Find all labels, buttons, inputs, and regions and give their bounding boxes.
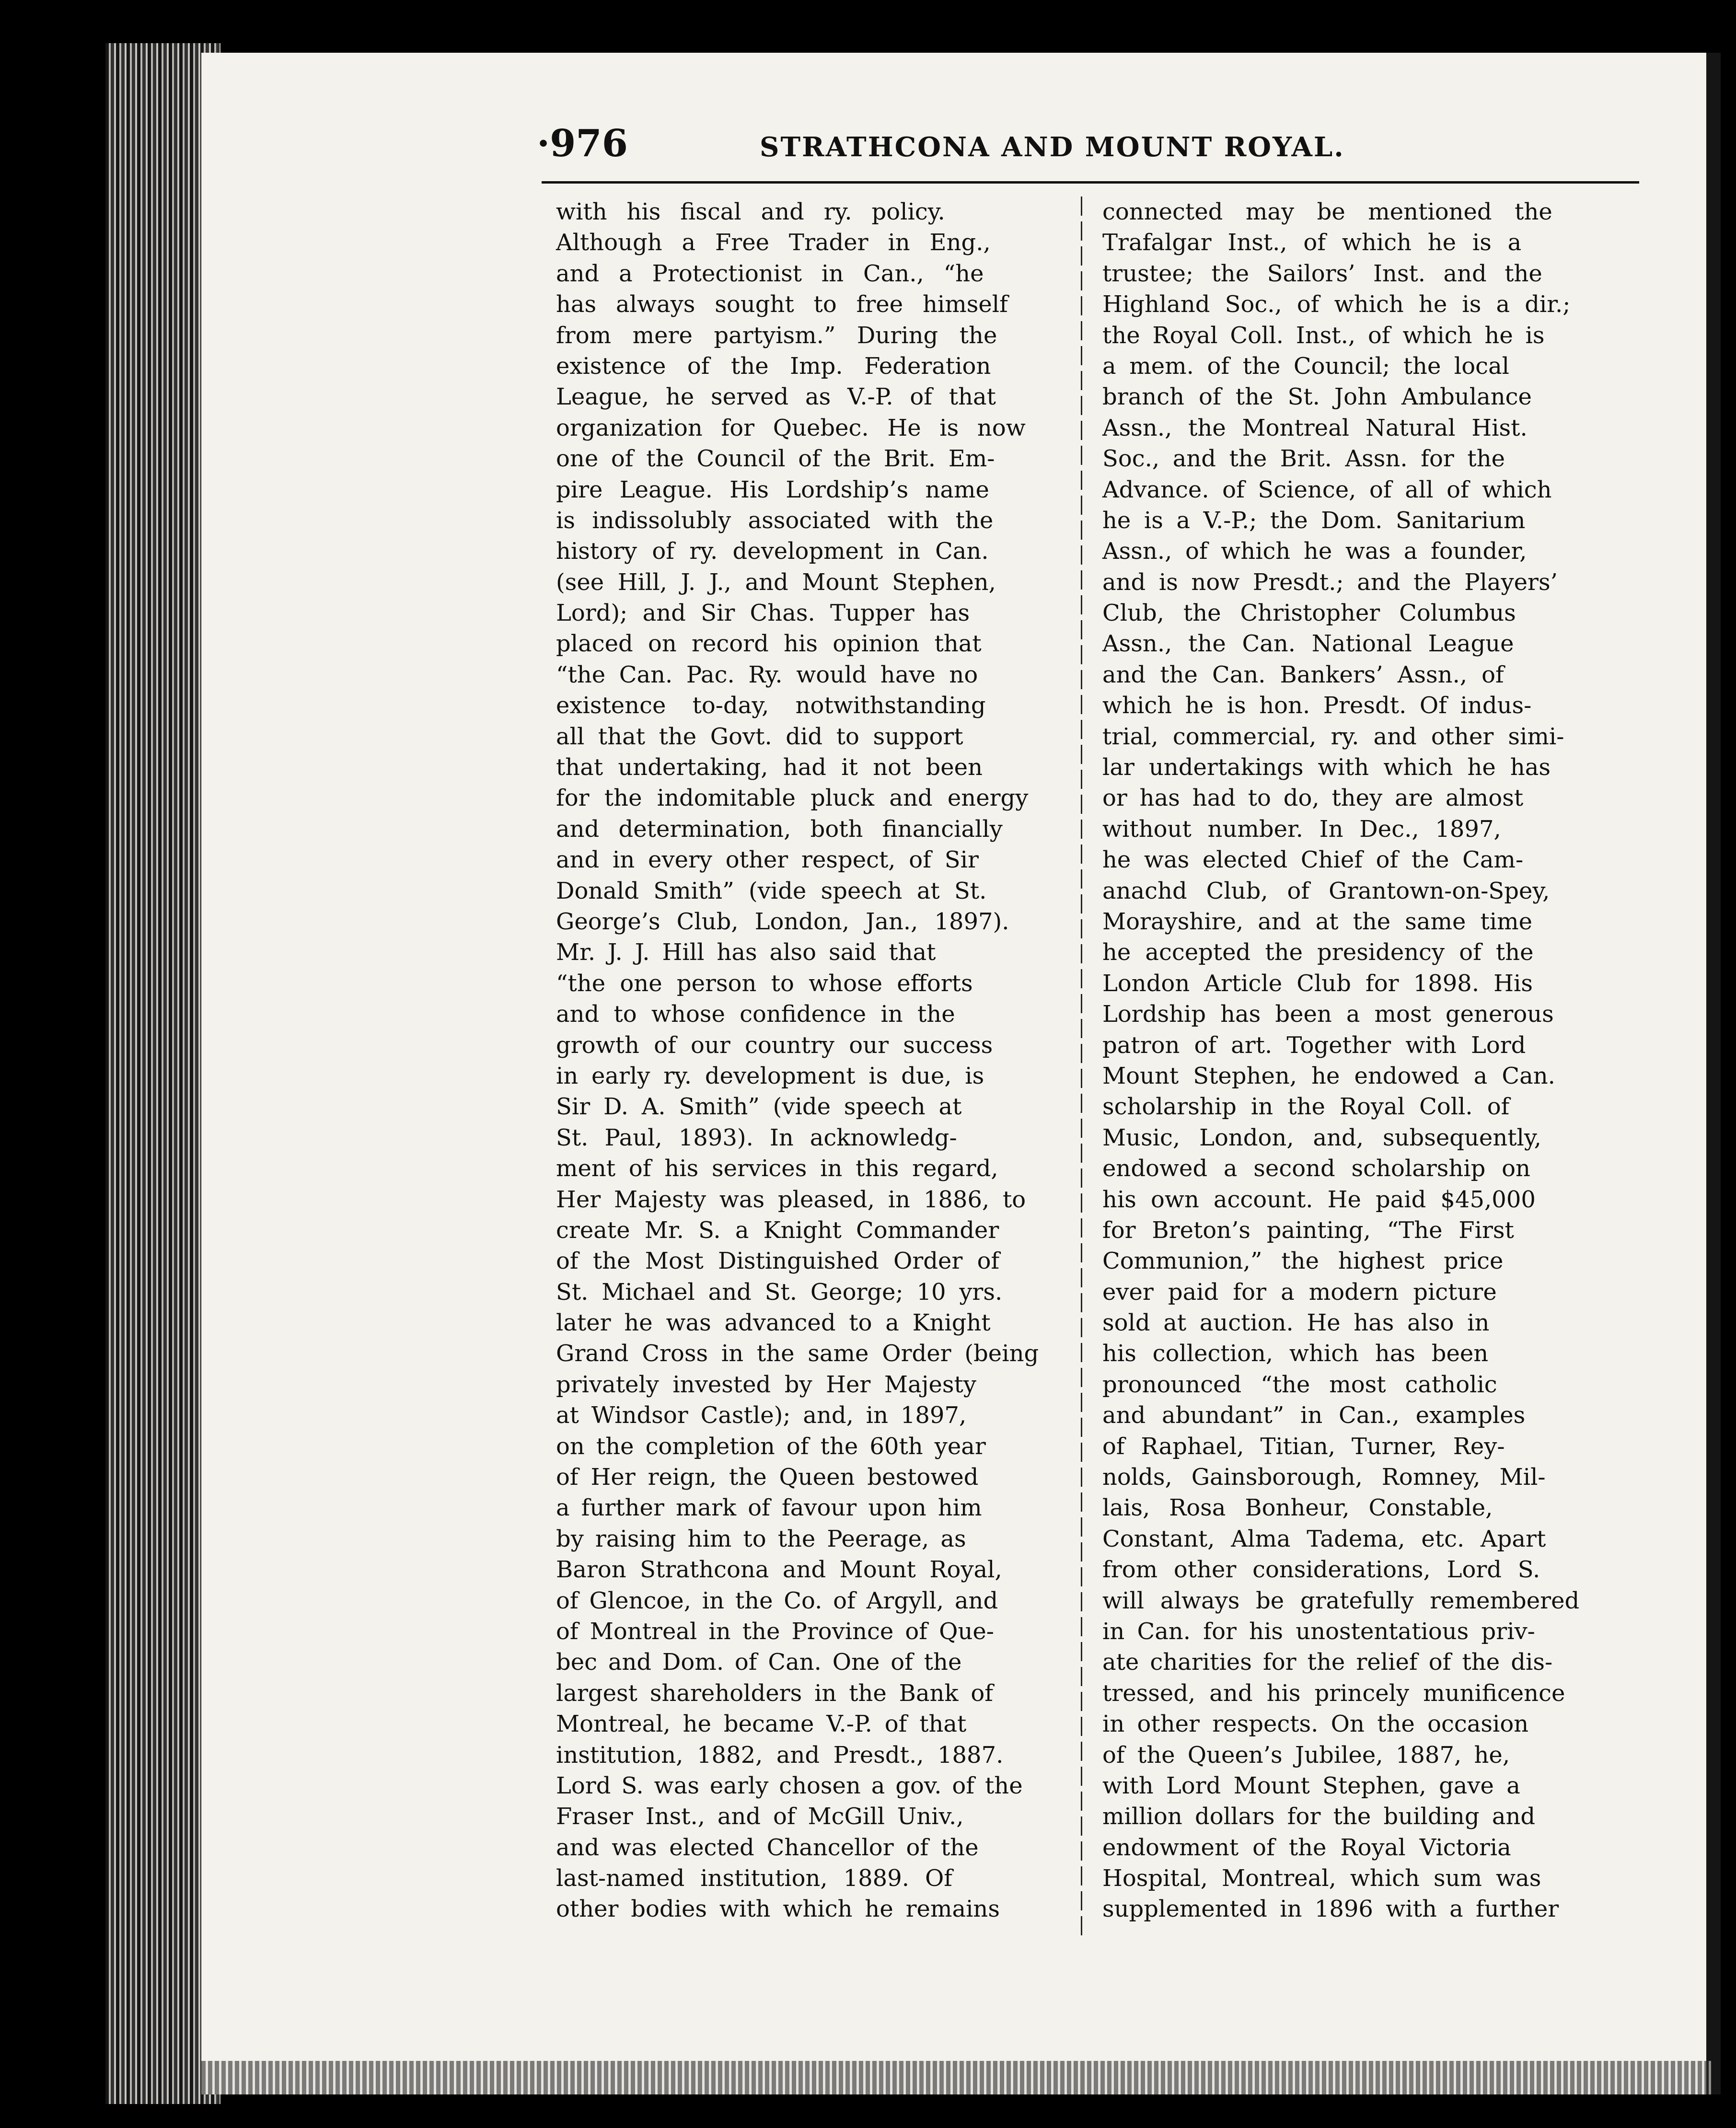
text-line: from mere partyism.” During the [556, 322, 997, 349]
text-line: which he is hon. Presdt. Of indus- [1102, 692, 1532, 719]
text-line: by raising him to the Peerage, as [556, 1525, 966, 1552]
text-line: million dollars for the building and [1102, 1803, 1536, 1830]
text-line: of the Queen’s Jubilee, 1887, he, [1102, 1741, 1510, 1769]
text-line: for the indomitable pluck and energy [556, 785, 1029, 812]
text-line: St. Michael and St. George; 10 yrs. [556, 1278, 1003, 1306]
text-line: in other respects. On the occasion [1102, 1711, 1529, 1738]
text-line: history of ry. development in Can. [556, 538, 989, 565]
text-line: and determination, both financially [556, 815, 1003, 843]
text-line: Montreal, he became V.-P. of that [556, 1711, 967, 1738]
text-line: of Her reign, the Queen bestowed [556, 1464, 979, 1491]
text-line: placed on record his opinion that [556, 630, 982, 658]
text-line: Baron Strathcona and Mount Royal, [556, 1556, 1002, 1584]
text-line: at Windsor Castle); and, in 1897, [556, 1402, 967, 1429]
text-line: (see Hill, J. J., and Mount Stephen, [556, 568, 996, 596]
text-line: Advance. of Science, of all of which [1102, 476, 1552, 503]
text-line: ever paid for a modern picture [1102, 1278, 1497, 1306]
text-line: Grand Cross in the same Order (being [556, 1340, 1039, 1367]
text-line: Club, the Christopher Columbus [1102, 600, 1516, 627]
text-line: has always sought to free himself [556, 291, 1008, 318]
text-line: organization for Quebec. He is now [556, 414, 1026, 441]
text-line: the Royal Coll. Inst., of which he is [1102, 322, 1545, 349]
text-line: for Breton’s painting, “The First [1102, 1216, 1514, 1244]
text-line: supplemented in 1896 with a further [1102, 1896, 1559, 1923]
text-line: with Lord Mount Stephen, gave a [1102, 1772, 1520, 1799]
text-line: anachd Club, of Grantown-on-Spey, [1102, 877, 1550, 904]
text-line: his collection, which has been [1102, 1340, 1489, 1367]
text-line: “the Can. Pac. Ry. would have no [556, 661, 978, 688]
text-line: Communion,” the highest price [1102, 1248, 1504, 1275]
text-line: Constant, Alma Tadema, etc. Apart [1102, 1525, 1546, 1552]
text-line: Hospital, Montreal, which sum was [1102, 1865, 1541, 1892]
column-divider [1081, 197, 1082, 1936]
text-line: in Can. for his unostentatious priv- [1102, 1618, 1535, 1645]
header-rule [542, 181, 1639, 184]
text-line: a mem. of the Council; the local [1102, 352, 1510, 380]
text-line: bec and Dom. of Can. One of the [556, 1649, 962, 1676]
text-line: branch of the St. John Ambulance [1102, 383, 1532, 411]
text-line: Morayshire, and at the same time [1102, 908, 1533, 935]
text-line: a further mark of favour upon him [556, 1494, 982, 1522]
text-line: trustee; the Sailors’ Inst. and the [1102, 260, 1542, 287]
text-line: later he was advanced to a Knight [556, 1309, 991, 1337]
text-line: Assn., the Montreal Natural Hist. [1102, 414, 1528, 441]
text-line: one of the Council of the Brit. Em- [556, 445, 995, 473]
text-line: sold at auction. He has also in [1102, 1309, 1490, 1337]
text-line: of Montreal in the Province of Que- [556, 1618, 995, 1645]
text-line: ate charities for the relief of the dis- [1102, 1649, 1553, 1676]
text-line: of Raphael, Titian, Turner, Rey- [1102, 1433, 1505, 1460]
right-column [1102, 197, 1579, 1925]
text-line: Mount Stephen, he endowed a Can. [1102, 1062, 1555, 1089]
text-line: and was elected Chancellor of the [556, 1834, 979, 1861]
text-line: create Mr. S. a Knight Commander [556, 1216, 999, 1244]
text-line: Soc., and the Brit. Assn. for the [1102, 445, 1505, 473]
text-line: “the one person to whose efforts [556, 970, 973, 997]
text-line: endowment of the Royal Victoria [1102, 1834, 1511, 1861]
text-line: on the completion of the 60th year [556, 1433, 986, 1460]
text-line: without number. In Dec., 1897, [1102, 815, 1501, 843]
text-line: largest shareholders in the Bank of [556, 1679, 994, 1707]
text-line: existence of the Imp. Federation [556, 352, 991, 380]
text-line: Music, London, and, subsequently, [1102, 1124, 1541, 1151]
text-line: he accepted the presidency of the [1102, 939, 1534, 966]
text-line: tressed, and his princely munificence [1102, 1679, 1565, 1707]
text-line: privately invested by Her Majesty [556, 1371, 976, 1398]
text-line: or has had to do, they are almost [1102, 785, 1524, 812]
text-line: George’s Club, London, Jan., 1897). [556, 908, 1009, 935]
text-line: pronounced “the most catholic [1102, 1371, 1497, 1398]
text-line: Highland Soc., of which he is a dir.; [1102, 291, 1571, 318]
text-line: of Glencoe, in the Co. of Argyll, and [556, 1587, 998, 1614]
text-line: from other considerations, Lord S. [1102, 1556, 1540, 1584]
page-bottom-edge [201, 2061, 1711, 2094]
text-line: and to whose confidence in the [556, 1001, 955, 1028]
text-line: Trafalgar Inst., of which he is a [1102, 229, 1522, 256]
text-line: League, he served as V.-P. of that [556, 383, 996, 411]
text-line: is indissolubly associated with the [556, 507, 994, 534]
left-column [556, 197, 1039, 1925]
text-line: existence to-day, notwithstanding [556, 692, 986, 719]
text-line: and abundant” in Can., examples [1102, 1402, 1526, 1429]
text-line: he is a V.-P.; the Dom. Sanitarium [1102, 507, 1526, 534]
text-line: Her Majesty was pleased, in 1886, to [556, 1186, 1026, 1213]
text-line: St. Paul, 1893). In acknowledg- [556, 1124, 957, 1151]
text-line: last-named institution, 1889. Of [556, 1865, 953, 1892]
text-line: his own account. He paid $45,000 [1102, 1186, 1536, 1213]
text-line: nolds, Gainsborough, Romney, Mil- [1102, 1464, 1546, 1491]
running-title: STRATHCONA AND MOUNT ROYAL. [760, 131, 1345, 163]
text-line: Fraser Inst., and of McGill Univ., [556, 1803, 964, 1830]
text-line: connected may be mentioned the [1102, 198, 1552, 225]
text-line: London Article Club for 1898. His [1102, 970, 1533, 997]
text-line: and is now Presdt.; and the Players’ [1102, 568, 1558, 596]
text-line: all that the Govt. did to support [556, 723, 963, 750]
text-line: lar undertakings with which he has [1102, 754, 1551, 781]
text-line: endowed a second scholarship on [1102, 1155, 1530, 1182]
text-line: trial, commercial, ry. and other simi- [1102, 723, 1564, 750]
text-line: growth of our country our success [556, 1031, 993, 1059]
text-line: Lord); and Sir Chas. Tupper has [556, 600, 970, 627]
text-line: Sir D. A. Smith” (vide speech at [556, 1093, 962, 1121]
text-line: will always be gratefully remembered [1102, 1587, 1580, 1614]
text-line: Lord S. was early chosen a gov. of the [556, 1772, 1023, 1799]
text-line: Mr. J. J. Hill has also said that [556, 939, 936, 966]
text-line: other bodies with which he remains [556, 1896, 1000, 1923]
text-line: institution, 1882, and Presdt., 1887. [556, 1741, 1004, 1769]
text-line: scholarship in the Royal Coll. of [1102, 1093, 1510, 1121]
text-line: ment of his services in this regard, [556, 1155, 998, 1182]
text-line: that undertaking, had it not been [556, 754, 983, 781]
text-line: and a Protectionist in Can., “he [556, 260, 984, 287]
text-line: pire League. His Lordship’s name [556, 476, 989, 503]
text-line: lais, Rosa Bonheur, Constable, [1102, 1494, 1493, 1522]
text-line: of the Most Distinguished Order of [556, 1248, 1000, 1275]
text-line: in early ry. development is due, is [556, 1062, 984, 1089]
text-line: patron of art. Together with Lord [1102, 1031, 1526, 1059]
text-line: Donald Smith” (vide speech at St. [556, 877, 987, 904]
text-line: Although a Free Trader in Eng., [556, 229, 991, 256]
text-line: Lordship has been a most generous [1102, 1001, 1554, 1028]
text-line: he was elected Chief of the Cam- [1102, 846, 1524, 874]
text-line: and the Can. Bankers’ Assn., of [1102, 661, 1504, 688]
page-shadow [1706, 53, 1721, 2094]
text-line: Assn., the Can. National League [1102, 630, 1514, 658]
text-line: Assn., of which he was a founder, [1102, 538, 1527, 565]
text-line: and in every other respect, of Sir [556, 846, 979, 874]
page-number: ·976 [537, 122, 628, 165]
text-line: with his fiscal and ry. policy. [556, 198, 945, 225]
